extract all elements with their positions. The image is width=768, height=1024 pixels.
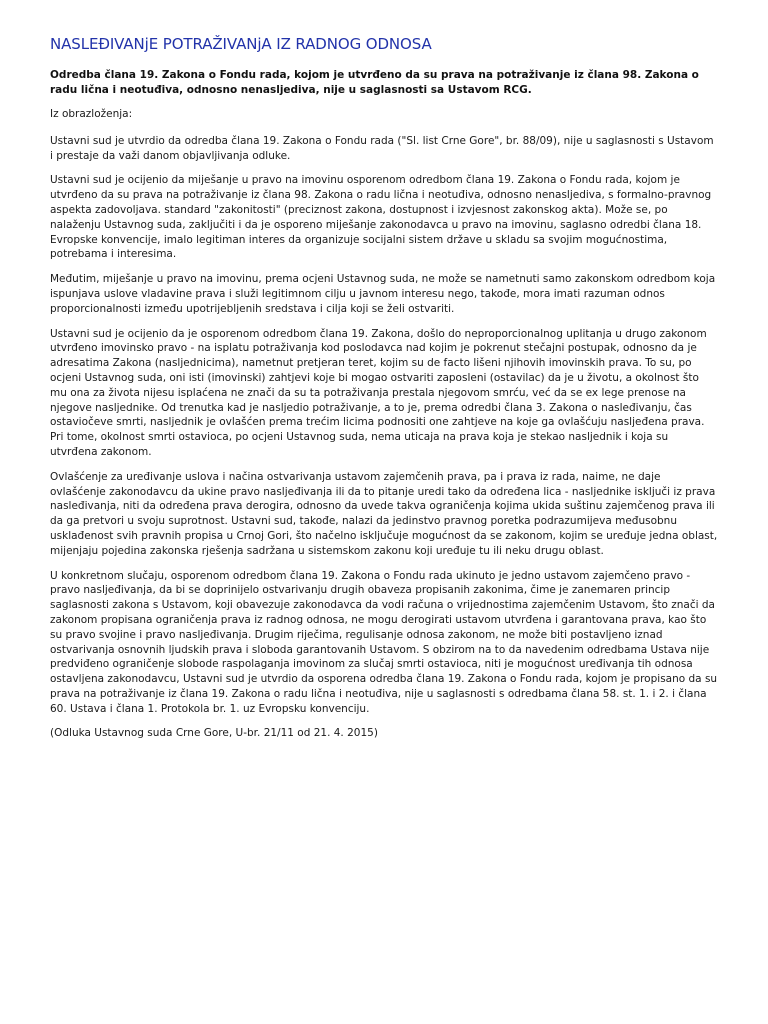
summary-text: Odredba člana 19. Zakona o Fondu rada, kojom je utvrđeno da su prava na potraživanje iz člana 98. Zakona o radu lična i neotuđiva, odnosno nenasljediva, nije u saglasnosti sa Ustavom RCG. bbox=[50, 69, 699, 96]
body-paragraph-6: U konkretnom slučaju, osporenom odredbom člana 19. Zakona o Fondu rada ukinuto je jedno ustavom zajemčeno pravo - pravo nasljeđivanja, da bi se doprinijelo ostvarivanju drugih obaveza propisanih zakonima, čime je zanemaren princip saglasnosti zakona s Ustavom, koji obavezuje zakonodavca da vodi računa o vrijednostima zajemčenim Ustavom, što znači da zakonom propisana ograničenja prava iz radnog odnosa, ne mogu derogirati ustavom utvrđena i garantovana prava, kao što su pravo svojine i pravo nasljeđivanja. Drugim riječima, regulisanje odnosa zakonom, ne može biti postavljeno iznad ostvarivanja osnovnih ljudskih prava i sloboda garantovanih Ustavom. S obzirom na to da navedenim odredbama Ustava nije predviđeno ograničenje slobode raspolaganja imovinom za slučaj smrti ostavioca, niti je mogućnost uređivanja tih odnosa ostavljena zakonodavcu, Ustavni sud je utvrdio da osporena odredba člana 19. Zakona o Fondu rada, kojom je propisano da su prava na potraživanje iz člana 19. Zakona o radu lična i neotuđiva, nije u saglasnosti s odredbama člana 58. st. 1. i 2. i člana 60. Ustava i člana 1. Protokola br. 1. uz Evropsku konvenciju. bbox=[50, 569, 718, 715]
document-title: NASLEĐIVANjE POTRAŽIVANjA IZ RADNOG ODNOSA bbox=[50, 35, 432, 53]
body-paragraph-1: Ustavni sud je utvrdio da odredba člana 19. Zakona o Fondu rada ("Sl. list Crne Gore", br. 88/09), nije u saglasnosti s Ustavom i prestaje da važi danom objavljivanja odluke. bbox=[50, 134, 714, 162]
body-paragraph-5: Ovlašćenje za uređivanje uslova i načina ostvarivanja ustavom zajemčenih prava, pa i prava iz rada, naime, ne daje ovlašćenje zakonodavcu da ukine pravo nasljeđivanja ili da to pitanje uredi tako da određena lica - nasljednike isključi iz prava nasleđivanja, niti da određena prava derogira, odnosno da uvede takva ograničenja kojima ukida suštinu zajemčenog prava ili da ga pretvori u svoju suprotnost. Ustavni sud, takođe, nalazi da jedinstvo pravnog poretka podrazumijeva međusobnu usklađenost svih pravnih propisa u Crnoj Gori, što načelno isključuje mogućnost da se zakonom, kojim se uređuje jedna oblast, mijenjaju pojedina zakonska rješenja sadržana u sistemskom zakonu koji uređuje tu ili neku drugu oblast. bbox=[50, 470, 718, 557]
body-paragraph-2: Ustavni sud je ocijenio da miješanje u pravo na imovinu osporenom odredbom člana 19. Zakona o Fondu rada, kojom je utvrđeno da su prava na potraživanje iz člana 98. Zakona o radu lična i neotuđiva, odnosno nenasljediva, s formalno-pravnog aspekta zadovoljava. standard "zakonitosti" (preciznost zakona, dostupnost i izvjesnost zakonskog akta). Može se, po nalaženju Ustavnog suda, zaključiti i da je osporeno miješanje zakonodavca u pravo na imovinu, saglasno odredbi člana 18. Evropske konvencije, imalo legitiman interes da organizuje socijalni sistem države u skladu sa svojim mogućnostima, potrebama i interesima. bbox=[50, 174, 712, 261]
body-paragraph-4: Ustavni sud je ocijenio da je osporenom odredbom člana 19. Zakona, došlo do neproporcionalnog uplitanja u drugo zakonom utvrđeno imovinsko pravo - na isplatu potraživanja kod poslodavca nad kojim je pokrenut stečajni postupak, odnosno da je adresatima Zakona (nasljednicima), nametnut pretjeran teret, kojim su de facto lišeni njihovih imovinskih prava. To su, po ocjeni Ustavnog suda, oni isti (imovinski) zahtjevi koje bi mogao ostvariti zaposleni (ostavilac) da je u životu, a okolnost što mu ona za života nijesu isplaćena ne znači da su ta potraživanja prestala njegovom smrću, već da se ex lege prenose na njegove nasljednike. Od trenutka kad je nasljedio potraživanje, a to je, prema odredbi člana 3. Zakona o nasleđivanju, čas ostaviočeve smrti, nasljednik je ovlašćen prema trećim licima podnositi one zahtjeve na koje ga ovlašćuju nasljeđena prava. Pri tome, okolnost smrti ostavioca, po ocjeni Ustavnog suda, nema uticaja na prava koja je stekao nasljednik i koja su utvrđena zakonom. bbox=[50, 327, 707, 458]
body-paragraph-3: Međutim, miješanje u pravo na imovinu, prema ocjeni Ustavnog suda, ne može se nametnuti samo zakonskom odredbom koja ispunjava uslove vladavine prava i služi legitimnom cilju u javnom interesu nego, takođe, mora imati razuman odnos proporcionalnosti između upotrijebljenih sredstava i cilja koji se želi ostvariti. bbox=[50, 273, 716, 315]
intro-label: Iz obrazloženja: bbox=[50, 108, 133, 120]
decision-citation: (Odluka Ustavnog suda Crne Gore, U-br. 21/11 od 21. 4. 2015) bbox=[50, 727, 378, 740]
document-page bbox=[50, 34, 718, 741]
